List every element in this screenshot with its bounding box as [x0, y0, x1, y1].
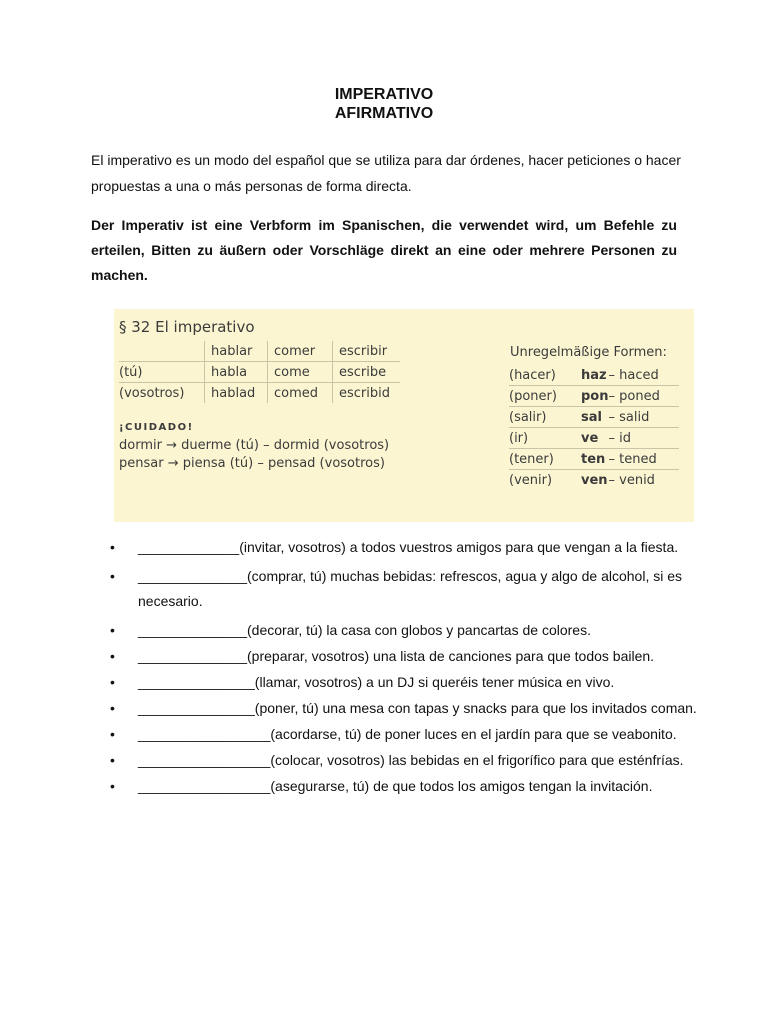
verb-table-cell — [119, 341, 205, 362]
irregular-tu-form: pon — [581, 386, 609, 407]
bullet: • — [110, 674, 115, 690]
exercise-text: ______________(preparar, vosotros) una lista de canciones para que todos bailen. — [138, 648, 655, 664]
cuidado-line-1: dormir → duerme (tú) – dormid (vosotros) — [119, 438, 390, 453]
verb-table-cell: habla — [205, 362, 268, 383]
title-line-2: AFIRMATIVO — [334, 105, 434, 122]
irregular-vosotros-form: – haced — [609, 365, 679, 386]
exercise-text: ______________(decorar, tú) la casa con globos y pancartas de colores. — [138, 622, 591, 638]
exercise-text: _________________(acordarse, tú) de poner luces en el jardín para que se veabonito. — [138, 726, 677, 742]
title-line-1: IMPERATIVO — [334, 86, 434, 103]
irregular-row — [509, 428, 679, 449]
cuidado-label: ¡CUIDADO! — [119, 422, 194, 433]
exercise-text: _________________(colocar, vosotros) las bebidas en el frigorífico para que esténfrías. — [138, 752, 684, 768]
irregular-row — [509, 386, 679, 407]
irregular-infinitive: (poner) — [509, 386, 581, 407]
grammar-box — [114, 309, 694, 522]
irregular-vosotros-form: – id — [609, 428, 679, 449]
irregular-vosotros-form: – venid — [608, 472, 655, 488]
irregular-infinitive: (ir) — [509, 428, 581, 449]
exercise-list — [110, 538, 710, 799]
irregular-tu-form: ve — [581, 428, 609, 449]
exercise-item — [110, 748, 710, 773]
verb-table-cell: comed — [268, 383, 333, 404]
grammar-box-heading: § 32 El imperativo — [119, 318, 255, 336]
irregular-vosotros-form: – poned — [609, 386, 679, 407]
irregular-tu-form: haz — [581, 365, 609, 386]
exercise-item — [110, 774, 710, 799]
irregular-row — [509, 407, 679, 428]
bullet: • — [110, 700, 115, 716]
verb-table-cell: (tú) — [119, 362, 205, 383]
verb-table-cell: come — [268, 362, 333, 383]
irregular-infinitive: (salir) — [509, 407, 581, 428]
verb-table-cell: (vosotros) — [119, 385, 185, 401]
irregular-row — [509, 470, 679, 491]
intro-german: Der Imperativ ist eine Verbform im Spanischen, die verwendet wird, um Befehle zu erteilen, Bitten zu äußern oder Vorschläge direkt an eine oder mehrere Personen zu machen. — [91, 217, 677, 283]
exercise-text: _____________(invitar, vosotros) a todos vuestros amigos para que vengan a la fiesta. — [138, 539, 679, 555]
regular-verb-table — [119, 341, 400, 403]
verb-table-row — [119, 362, 400, 383]
exercise-text: _______________(llamar, vosotros) a un DJ si queréis tener música en vivo. — [138, 674, 615, 690]
verb-table-header-row — [119, 341, 400, 362]
irregular-vosotros-form: – tened — [609, 449, 679, 470]
exercise-text: _______________(poner, tú) una mesa con tapas y snacks para que los invitados coman. — [138, 700, 697, 716]
exercise-item — [110, 644, 710, 669]
intro-spanish: El imperativo es un modo del español que se utiliza para dar órdenes, hacer peticiones o hacer propuestas a una o más personas de forma directa. — [91, 152, 681, 194]
bullet: • — [110, 726, 115, 742]
exercise-item — [110, 538, 710, 556]
irregular-row — [509, 365, 679, 386]
bullet: • — [110, 648, 115, 664]
bullet: • — [110, 539, 115, 555]
irregular-tu-form: ten — [581, 449, 609, 470]
cuidado-line-2: pensar → piensa (tú) – pensad (vosotros) — [119, 456, 385, 471]
exercise-text: ______________(comprar, tú) muchas bebidas: refrescos, agua y algo de alcohol, si es necesario. — [138, 568, 683, 609]
exercise-item — [110, 618, 710, 643]
verb-table-cell: escribe — [333, 362, 401, 383]
exercise-text: _________________(asegurarse, tú) de que todos los amigos tengan la invitación. — [138, 778, 653, 794]
irregular-vosotros-form: – salid — [609, 407, 679, 428]
irregular-forms-table — [509, 365, 679, 490]
bullet: • — [110, 778, 115, 794]
irregular-forms-title: Unregelmäßige Formen: — [510, 345, 667, 360]
exercise-item — [110, 564, 710, 614]
bullet: • — [110, 752, 115, 768]
exercise-item — [110, 670, 710, 695]
bullet: • — [110, 622, 115, 638]
irregular-row — [509, 449, 679, 470]
verb-table-cell: hablar — [205, 341, 268, 362]
irregular-infinitive: (tener) — [509, 449, 581, 470]
irregular-tu-form: sal — [581, 407, 609, 428]
exercise-item — [110, 696, 710, 721]
verb-table-cell: escribir — [333, 341, 401, 362]
verb-table-cell: escribid — [333, 383, 401, 404]
bullet: • — [110, 568, 115, 584]
exercise-item — [110, 722, 710, 747]
irregular-infinitive: (hacer) — [509, 365, 581, 386]
verb-table-cell: comer — [268, 341, 333, 362]
document-title — [0, 85, 768, 123]
irregular-tu-form: ven — [581, 472, 608, 488]
verb-table-row — [119, 383, 400, 404]
irregular-infinitive: (venir) — [509, 472, 553, 488]
verb-table-cell: hablad — [205, 383, 268, 404]
